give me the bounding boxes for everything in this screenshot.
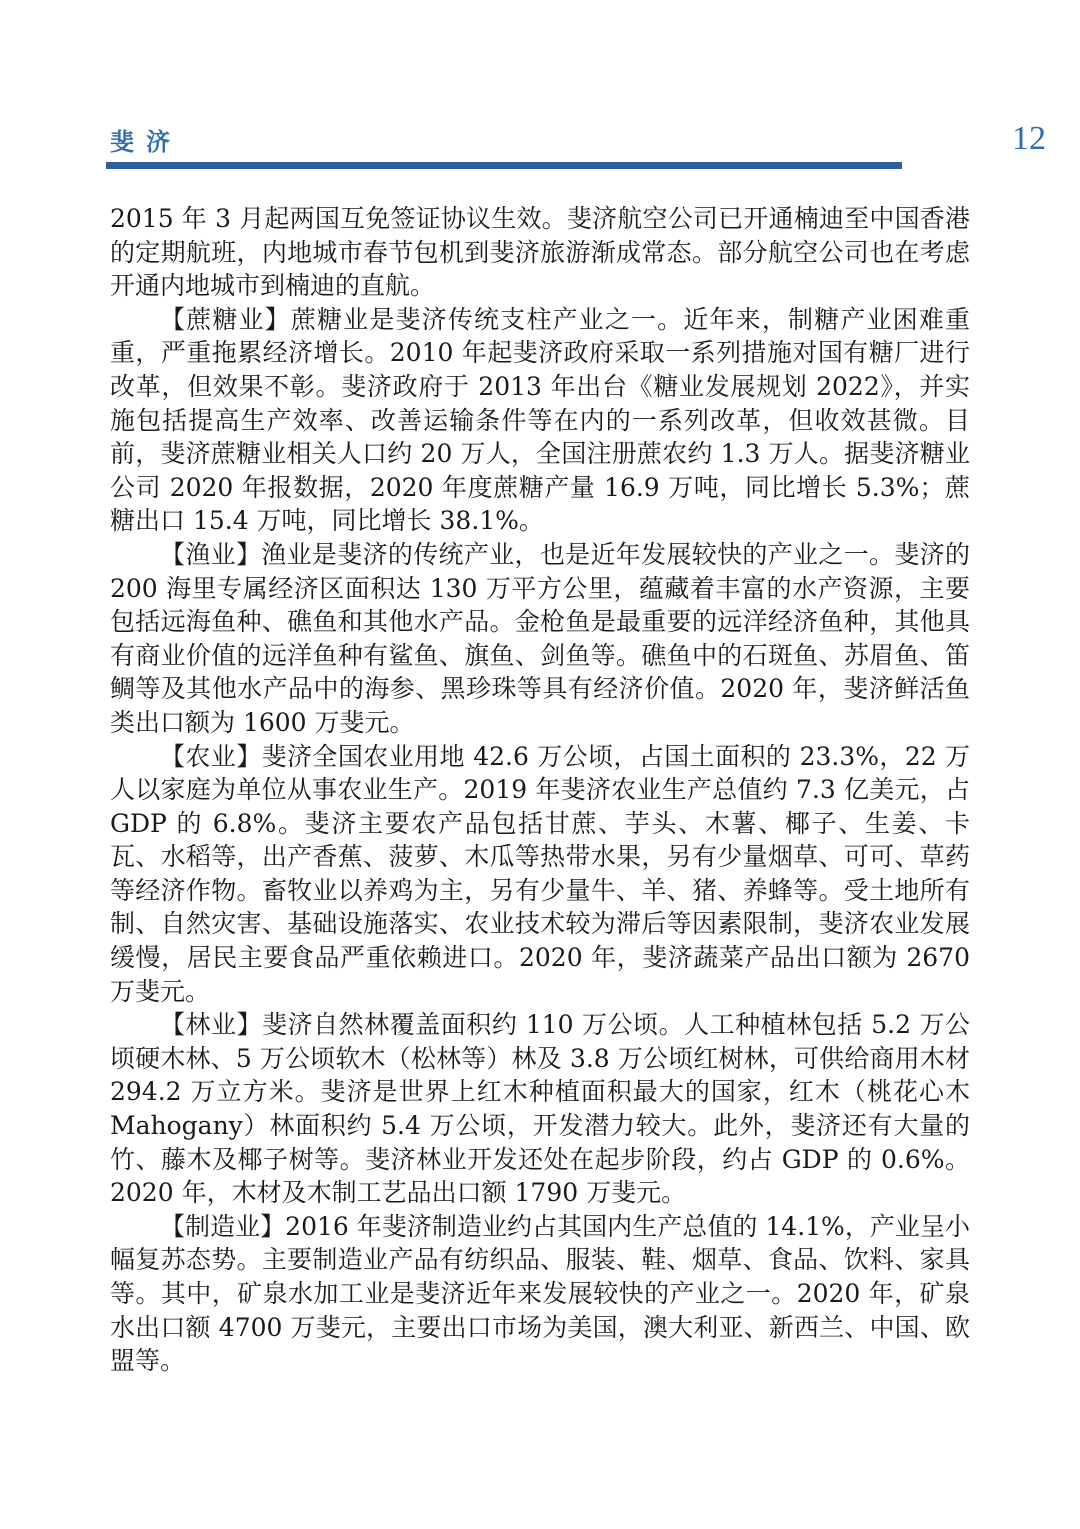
paragraph-forestry: 【林业】斐济自然林覆盖面积约 110 万公顷。人工种植林包括 5.2 万公顷硬木林、5 万公顷软木（松林等）林及 3.8 万公顷红树林，可供给商用木材 294.2 万立方米。斐济是世界上红木种植面积最大的国家，红木（桃花心木 Mahogany）林面积约 5.4 万公顷，开发潜力较大。此外，斐济还有大量的竹、藤木及椰子树等。斐济林业开发还处在起步阶段，约占 GDP 的 0.6%。2020 年，木材及木制工艺品出口额 1790 万斐元。: [110, 1010, 970, 1208]
header-divider: [106, 162, 902, 169]
paragraph-manufacturing: 【制造业】2016 年斐济制造业约占其国内生产总值的 14.1%，产业呈小幅复苏态势。主要制造业产品有纺织品、服装、鞋、烟草、食品、饮料、家具等。其中，矿泉水加工业是斐济近年来发展较快的产业之一。2020 年，矿泉水出口额 4700 万斐元，主要出口市场为美国，澳大利亚、新西兰、中国、欧盟等。: [110, 1211, 970, 1376]
paragraph-sugar-industry: 【蔗糖业】蔗糖业是斐济传统支柱产业之一。近年来，制糖产业困难重重，严重拖累经济增长。2010 年起斐济政府采取一系列措施对国有糖厂进行改革，但效果不彰。斐济政府于 2013 年出台《糖业发展规划 2022》，并实施包括提高生产效率、改善运输条件等在内的一系列改革，但收效甚微。目前，斐济蔗糖业相关人口约 20 万人，全国注册蔗农约 1.3 万人。据斐济糖业公司 2020 年报数据，2020 年度蔗糖产量 16.9 万吨，同比增长 5.3%；蔗糖出口 15.4 万吨，同比增长 38.1%。: [110, 304, 970, 536]
paragraph-continued: 2015 年 3 月起两国互免签证协议生效。斐济航空公司已开通楠迪至中国香港的定期航班，内地城市春节包机到斐济旅游渐成常态。部分航空公司也在考虑开通内地城市到楠迪的直航。: [110, 204, 970, 301]
paragraph-agriculture: 【农业】斐济全国农业用地 42.6 万公顷，占国土面积的 23.3%，22 万人以家庭为单位从事农业生产。2019 年斐济农业生产总值约 7.3 亿美元，占 GDP 的 6.8%。斐济主要农产品包括甘蔗、芋头、木薯、椰子、生姜、卡瓦、水稻等，出产香蕉、菠萝、木瓜等热带水果，另有少量烟草、可可、草药等经济作物。畜牧业以养鸡为主，另有少量牛、羊、猪、养蜂等。受土地所有制、自然灾害、基础设施落实、农业技术较为滞后等因素限制，斐济农业发展缓慢，居民主要食品严重依赖进口。2020 年，斐济蔬菜产品出口额为 2670 万斐元。: [110, 741, 970, 1006]
running-header-title: 斐济: [110, 128, 182, 156]
body-text: [110, 202, 970, 1378]
page-number: 12: [1012, 120, 1046, 157]
paragraph-fishery: 【渔业】渔业是斐济的传统产业，也是近年发展较快的产业之一。斐济的 200 海里专属经济区面积达 130 万平方公里，蕴藏着丰富的水产资源，主要包括远海鱼种、礁鱼和其他水产品。金枪鱼是最重要的远洋经济鱼种，其他具有商业价值的远洋鱼种有鲨鱼、旗鱼、剑鱼等。礁鱼中的石斑鱼、苏眉鱼、笛鲷等及其他水产品中的海参、黑珍珠等具有经济价值。2020 年，斐济鲜活鱼类出口额为 1600 万斐元。: [110, 539, 970, 737]
